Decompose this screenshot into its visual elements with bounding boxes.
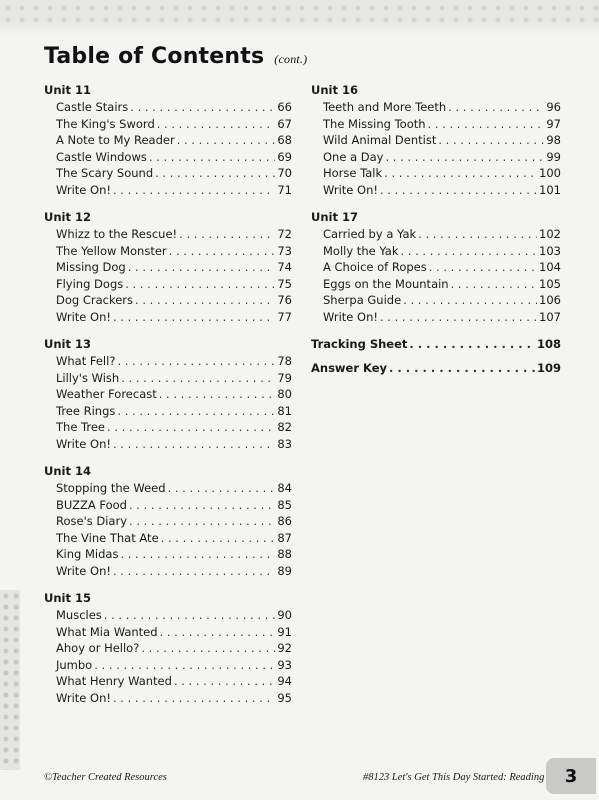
dot-leader xyxy=(451,276,537,293)
toc-entry[interactable] xyxy=(311,149,561,166)
toc-entry-title: Dog Crackers xyxy=(56,293,134,307)
dot-leader xyxy=(121,370,275,387)
toc-entry-page: 97 xyxy=(546,116,561,131)
footer-copyright: ©Teacher Created Resources xyxy=(44,772,167,783)
toc-entry-page: 90 xyxy=(277,608,292,622)
dot-leader xyxy=(94,657,275,674)
toc-entry[interactable] xyxy=(311,182,561,199)
toc-entry-page: 69 xyxy=(277,149,292,164)
toc-entry[interactable] xyxy=(44,497,292,514)
toc-entry-title: The Scary Sound xyxy=(56,166,154,180)
decorative-left-border xyxy=(0,590,20,770)
toc-left-column xyxy=(44,82,292,717)
toc-entry-page: 107 xyxy=(539,309,561,324)
unit-heading: Unit 15 xyxy=(44,591,91,605)
toc-entry-page: 88 xyxy=(277,547,292,561)
toc-entry-title: Lilly's Wish xyxy=(56,370,120,385)
toc-entry-title: Horse Talk xyxy=(323,166,383,180)
toc-unit xyxy=(311,82,561,198)
dot-leader xyxy=(129,513,275,530)
toc-entry-page: 102 xyxy=(539,227,561,241)
toc-entry-page: 72 xyxy=(277,227,292,241)
toc-entry-title: Jumbo xyxy=(56,657,93,672)
unit-heading: Unit 14 xyxy=(44,464,91,478)
toc-entry-page: 77 xyxy=(277,309,292,324)
dot-leader xyxy=(120,546,275,563)
toc-entry[interactable] xyxy=(44,99,292,116)
toc-entry-page: 70 xyxy=(277,166,292,180)
unit-heading: Unit 13 xyxy=(44,337,91,351)
toc-entry[interactable] xyxy=(311,226,561,243)
toc-entry-page: 76 xyxy=(277,293,292,307)
toc-unit xyxy=(44,209,292,325)
toc-entry-page: 108 xyxy=(536,337,561,351)
toc-entry[interactable] xyxy=(311,165,561,182)
toc-entry-page: 105 xyxy=(539,276,561,291)
toc-entry-page: 74 xyxy=(277,260,292,274)
toc-entry[interactable] xyxy=(44,292,292,309)
toc-entry[interactable] xyxy=(44,243,292,260)
toc-entry-title: The Tree xyxy=(56,420,106,434)
toc-entry[interactable] xyxy=(44,132,292,149)
toc-entry[interactable] xyxy=(44,370,292,387)
toc-entry-title: Molly the Yak xyxy=(323,243,399,258)
toc-entry[interactable] xyxy=(311,276,561,293)
toc-entry[interactable] xyxy=(44,182,292,199)
toc-entry-page: 89 xyxy=(277,563,292,578)
toc-right-column xyxy=(311,82,561,383)
toc-entry[interactable] xyxy=(44,259,292,276)
toc-entry-page: 104 xyxy=(539,260,561,274)
toc-entry-page: 71 xyxy=(277,182,292,197)
toc-entry-title: Castle Windows xyxy=(56,149,147,164)
toc-entry[interactable] xyxy=(44,276,292,293)
toc-entry-page: 94 xyxy=(277,674,292,688)
toc-entry[interactable] xyxy=(311,99,561,116)
toc-entry-page: 82 xyxy=(277,420,292,434)
toc-entry-title: Teeth and More Teeth xyxy=(323,100,447,114)
toc-entry-title: Flying Dogs xyxy=(56,276,124,291)
dot-leader xyxy=(169,243,276,260)
toc-entry-page: 92 xyxy=(277,641,292,655)
toc-entry-page: 98 xyxy=(546,133,561,147)
dot-leader xyxy=(113,309,275,326)
dot-leader xyxy=(125,276,275,293)
toc-entry-page: 85 xyxy=(277,497,292,512)
dot-leader xyxy=(128,259,276,276)
unit-heading: Unit 17 xyxy=(311,210,358,224)
toc-unit xyxy=(44,590,292,706)
dot-leader xyxy=(385,149,544,166)
toc-entry-page: 93 xyxy=(277,657,292,672)
toc-entry-page: 87 xyxy=(277,530,292,545)
dot-leader xyxy=(117,353,275,370)
toc-entry[interactable] xyxy=(44,624,292,641)
dot-leader xyxy=(380,309,537,326)
toc-entry-title: Write On! xyxy=(56,690,111,705)
toc-entry-page: 83 xyxy=(277,436,292,451)
toc-entry-title: Write On! xyxy=(323,182,378,197)
dot-leader xyxy=(380,182,537,199)
page-number: 3 xyxy=(564,765,578,787)
toc-entry[interactable] xyxy=(44,640,292,657)
toc-entry[interactable] xyxy=(44,607,292,624)
toc-entry-title: A Note to My Reader xyxy=(56,133,175,147)
dot-leader xyxy=(113,690,275,707)
toc-entry-page: 67 xyxy=(277,116,292,131)
dot-leader xyxy=(117,403,275,420)
toc-entry-title: Write On! xyxy=(56,182,111,197)
toc-entry-page: 109 xyxy=(536,360,561,375)
dot-leader xyxy=(418,226,537,243)
toc-entry-page: 96 xyxy=(546,100,561,114)
dot-leader xyxy=(448,99,544,116)
toc-unit xyxy=(311,209,561,325)
toc-entry[interactable] xyxy=(311,116,561,133)
dot-leader xyxy=(389,360,535,377)
toc-entry[interactable] xyxy=(311,309,561,326)
toc-unit xyxy=(44,336,292,452)
toc-entry-title: Weather Forecast xyxy=(56,387,157,401)
dot-leader xyxy=(174,673,275,690)
toc-entry-title: The Vine That Ate xyxy=(56,530,159,545)
toc-entry[interactable] xyxy=(311,259,561,276)
page-title-suffix: (cont.) xyxy=(274,52,308,66)
toc-entry-title: Eggs on the Mountain xyxy=(323,276,449,291)
toc-entry-page: 100 xyxy=(539,166,561,180)
toc-entry[interactable] xyxy=(44,403,292,420)
toc-entry[interactable] xyxy=(44,165,292,182)
dot-leader xyxy=(168,480,276,497)
toc-entry[interactable] xyxy=(44,563,292,580)
toc-entry[interactable] xyxy=(44,513,292,530)
dot-leader xyxy=(428,116,545,133)
dot-leader xyxy=(384,165,537,182)
dot-leader xyxy=(438,132,544,149)
toc-entry-title: Wild Animal Dentist xyxy=(323,133,437,147)
toc-entry-page: 78 xyxy=(277,354,292,368)
toc-entry[interactable] xyxy=(44,690,292,707)
toc-entry-title: Muscles xyxy=(56,608,102,622)
toc-entry-page: 75 xyxy=(277,276,292,291)
toc-entry[interactable] xyxy=(44,530,292,547)
toc-entry[interactable] xyxy=(311,132,561,149)
toc-entry-title: What Henry Wanted xyxy=(56,674,172,688)
toc-entry-title: A Choice of Ropes xyxy=(323,260,427,274)
toc-entry[interactable] xyxy=(44,116,292,133)
toc-entry-title: Write On! xyxy=(56,309,111,324)
toc-entry-title: Castle Stairs xyxy=(56,100,129,114)
toc-entry-page: 66 xyxy=(277,100,292,114)
dot-leader xyxy=(409,336,535,353)
toc-entry-title: The Missing Tooth xyxy=(323,116,426,131)
toc-unit xyxy=(44,463,292,579)
dot-leader xyxy=(129,497,275,514)
dot-leader xyxy=(155,165,275,182)
toc-unit xyxy=(44,82,292,198)
toc-entry-page: 91 xyxy=(277,624,292,639)
unit-heading: Unit 16 xyxy=(311,83,358,97)
toc-entry[interactable] xyxy=(44,353,292,370)
dot-leader xyxy=(161,530,276,547)
page-title-text: Table of Contents xyxy=(44,44,265,69)
toc-entry-title: Ahoy or Hello? xyxy=(56,641,140,655)
dot-leader xyxy=(113,563,275,580)
toc-entry[interactable] xyxy=(44,309,292,326)
toc-entry[interactable] xyxy=(44,226,292,243)
dot-leader xyxy=(401,243,538,260)
toc-entry-title: Missing Dog xyxy=(56,260,126,274)
toc-entry[interactable] xyxy=(311,336,561,353)
toc-entry-title: The Yellow Monster xyxy=(56,243,167,258)
toc-entry[interactable] xyxy=(311,360,561,377)
unit-heading: Unit 11 xyxy=(44,83,91,97)
dot-leader xyxy=(403,292,537,309)
toc-entry-page: 106 xyxy=(539,293,561,307)
dot-leader xyxy=(135,292,275,309)
toc-entry-title: Rose's Diary xyxy=(56,514,128,528)
dot-leader xyxy=(159,386,276,403)
toc-entry[interactable] xyxy=(44,386,292,403)
toc-entry-page: 80 xyxy=(277,387,292,401)
toc-entry-page: 68 xyxy=(277,133,292,147)
footer-book-title: #8123 Let's Get This Day Started: Reading xyxy=(363,772,545,783)
dot-leader xyxy=(429,259,537,276)
page-title xyxy=(44,44,307,69)
toc-entry[interactable] xyxy=(44,673,292,690)
dot-leader xyxy=(130,99,275,116)
toc-entry-title: What Mia Wanted xyxy=(56,624,158,639)
dot-leader xyxy=(157,116,276,133)
toc-entry-title: One a Day xyxy=(323,149,384,164)
toc-entry-page: 86 xyxy=(277,514,292,528)
toc-entry[interactable] xyxy=(44,436,292,453)
toc-entry[interactable] xyxy=(44,149,292,166)
toc-entry-title: The King's Sword xyxy=(56,116,155,131)
toc-entry-title: Answer Key xyxy=(311,360,388,375)
page-number-badge xyxy=(546,758,596,794)
toc-entry-page: 84 xyxy=(277,481,292,495)
dot-leader xyxy=(177,132,276,149)
toc-entry[interactable] xyxy=(44,419,292,436)
toc-entry-title: Stopping the Weed xyxy=(56,481,166,495)
toc-entry-title: King Midas xyxy=(56,547,119,561)
unit-heading: Unit 12 xyxy=(44,210,91,224)
toc-entry-title: What Fell? xyxy=(56,354,116,368)
toc-entry-title: Whizz to the Rescue! xyxy=(56,227,178,241)
toc-entry-title: Tracking Sheet xyxy=(311,337,408,351)
toc-entry-page: 101 xyxy=(539,182,561,197)
toc-entry-title: BUZZA Food xyxy=(56,497,127,512)
dot-leader xyxy=(113,436,275,453)
toc-entry-title: Carried by a Yak xyxy=(323,227,417,241)
toc-entry-page: 103 xyxy=(539,243,561,258)
toc-entry[interactable] xyxy=(44,546,292,563)
dot-leader xyxy=(104,607,276,624)
dot-leader xyxy=(160,624,276,641)
dot-leader xyxy=(113,182,275,199)
toc-entry-page: 73 xyxy=(277,243,292,258)
toc-entry-title: Write On! xyxy=(323,309,378,324)
dot-leader xyxy=(141,640,275,657)
toc-entry-title: Write On! xyxy=(56,563,111,578)
toc-entry-page: 81 xyxy=(277,403,292,418)
toc-entry[interactable] xyxy=(311,292,561,309)
toc-extras xyxy=(311,336,561,376)
toc-entry-title: Write On! xyxy=(56,436,111,451)
dot-leader xyxy=(149,149,276,166)
toc-entry[interactable] xyxy=(44,657,292,674)
toc-entry[interactable] xyxy=(311,243,561,260)
toc-entry[interactable] xyxy=(44,480,292,497)
dot-leader xyxy=(107,419,275,436)
toc-entry-page: 99 xyxy=(546,149,561,164)
toc-entry-page: 79 xyxy=(277,370,292,385)
toc-entry-page: 95 xyxy=(277,690,292,705)
decorative-top-border xyxy=(0,0,599,36)
toc-entry-title: Tree Rings xyxy=(56,403,116,418)
dot-leader xyxy=(179,226,275,243)
toc-entry-title: Sherpa Guide xyxy=(323,293,402,307)
